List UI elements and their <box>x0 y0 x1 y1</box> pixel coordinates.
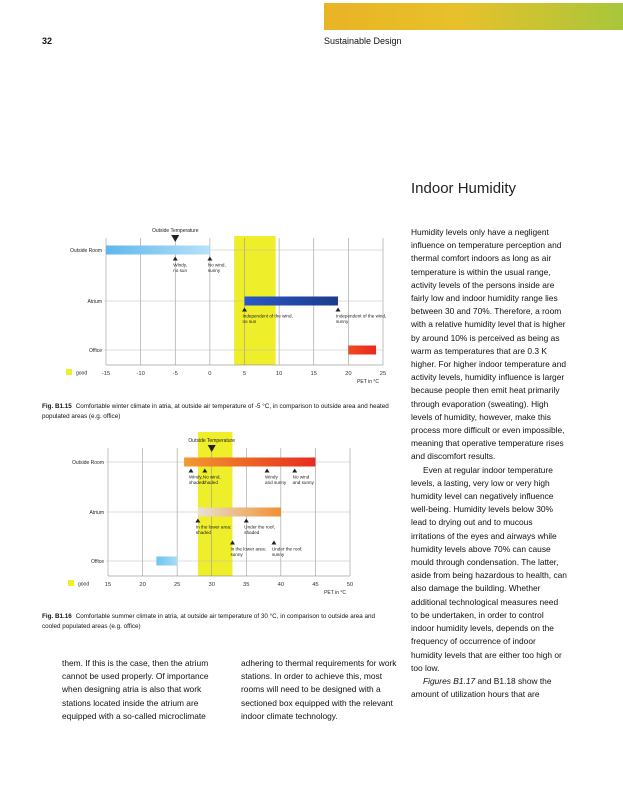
tick-label: -15 <box>101 371 111 377</box>
section-title: Indoor Humidity <box>411 180 517 197</box>
caption-text: Comfortable summer climate in atria, at outside air temperature of 30 °C, in comparison to outside area and cooled populated areas (e.g. office) <box>42 613 376 630</box>
annotation-text: and sunny <box>265 480 287 485</box>
x-axis-label: PET in °C <box>324 590 346 596</box>
annotation-text: Under the roof, <box>271 546 303 552</box>
paragraph-text: and B1.18 show the amount of utilization hours that are <box>411 675 552 700</box>
tick-label: 45 <box>312 582 319 588</box>
annotation-marker <box>207 257 212 261</box>
tick-label: 20 <box>345 371 352 377</box>
page-number: 32 <box>42 36 53 46</box>
annotation-text: Windy <box>265 474 278 480</box>
annotation-text: shaded <box>244 530 260 535</box>
paragraph <box>411 675 567 701</box>
chart-title: Outside Temperature <box>151 228 199 234</box>
tick-label: 35 <box>243 582 250 588</box>
tick-label: -5 <box>172 371 178 377</box>
bar-office <box>156 557 177 566</box>
row-label: Atrium <box>87 299 102 305</box>
annotation-text: Independent of the wind, <box>242 313 293 319</box>
bar-atrium <box>198 508 281 517</box>
tick-label: 15 <box>104 582 112 588</box>
annotation-text: no sun <box>173 268 188 273</box>
legend-label: good <box>76 370 88 377</box>
paragraph: Humidity levels only have a negligent influence on temperature perception and thermal comfort indoors as long as air temperature is within the usual range, activity levels of the persons inside are fairly low and indoor humidity range lies between 30 and 70%. Therefore, a room with a relative humidity level that is higher by around 10% is perceived as being as warm as temperatures that are 0.3 K higher. For higher indoor temperature and activity levels, humidity influence is larger because people then emit heat primarily through evaporation (sweating). High levels of humidity, however, make this process more difficult or even impossible, meaning that operative temperature rises and discomfort results. <box>411 227 567 462</box>
annotation-text: and sunny <box>292 480 314 485</box>
tick-label: -10 <box>136 371 145 377</box>
annotation-text: sunny <box>230 552 243 557</box>
tick-label: 15 <box>310 371 317 377</box>
annotation-text: shaded <box>195 530 211 535</box>
row-label: Office <box>89 348 102 354</box>
legend-swatch <box>68 580 74 586</box>
annotation-text: no sun <box>242 319 257 324</box>
bottom-column-1: them. If this is the case, then the atrium cannot be used properly. Of importance when designing atria is also that work stations located inside the atrium are equipped with a so-called microclimate <box>62 658 209 721</box>
figure-b1-15-caption <box>42 402 392 421</box>
annotation-text: Independent of the wind, <box>335 313 387 319</box>
caption-id: Fig. B1.16 <box>42 613 72 620</box>
bar-office <box>348 346 376 355</box>
row-label: Atrium <box>89 510 104 516</box>
annotation-text: sunny <box>271 552 285 557</box>
right-column-text <box>411 226 567 701</box>
tick-label: 5 <box>242 371 247 377</box>
annotation-marker <box>265 469 270 473</box>
bar-atrium <box>245 297 338 306</box>
annotation-text: shaded <box>188 480 205 485</box>
row-label: Office <box>91 559 104 565</box>
figure-b1-16-caption <box>42 612 392 631</box>
paragraph: Even at regular indoor temperature levels, a lasting, very low or very high humidity level can negatively influence well-being. Humidity levels below 30% lead to drying out and to mucous irritations of the eyes and airways while humidity levels above 70% can cause mould through condensation. The latter, aside from being hazardous to health, can also damage the building. Whether additional technological measures need to be undertaken, in order to control indoor humidity levels, depends on the frequency of occurrence of indoor humidity levels that are either too high or too low. <box>411 464 567 673</box>
annotation-marker <box>173 257 178 261</box>
annotation-text: No wind <box>292 474 310 480</box>
annotation-text: Windy, <box>173 262 187 268</box>
bar-outside-room <box>184 458 315 467</box>
tick-label: 25 <box>379 371 387 377</box>
annotation-marker <box>244 519 249 523</box>
annotation-text: In the lower area: <box>230 546 266 552</box>
header-accent-bar <box>324 3 623 30</box>
annotation-text: In the lower area: <box>195 524 232 530</box>
caption-text: Comfortable winter climate in atria, at outside air temperature of -5 °C, in comparison to outside area and heated populated areas (e.g. office) <box>42 403 389 420</box>
annotation-text: No wind, <box>202 474 221 480</box>
tick-label: 20 <box>139 582 146 588</box>
figure-b1-16-chart <box>40 432 400 604</box>
annotation-marker <box>292 469 297 473</box>
bottom-column-2: adhering to thermal requirements for work stations. In order to achieve this, most rooms will need to be designed with a sectioned box equipped with the relevant indoor climate technology. <box>241 658 397 721</box>
chart-title: Outside Temperature <box>188 438 236 444</box>
tick-label: 10 <box>275 371 283 377</box>
row-label: Outside Room <box>72 460 104 466</box>
annotation-text: sunny <box>207 268 221 273</box>
legend-label: good <box>78 581 90 588</box>
figure-b1-15-chart <box>40 220 400 390</box>
tick-label: 0 <box>208 371 212 377</box>
bar-outside-room <box>106 246 210 255</box>
outside-temperature-marker <box>171 235 179 242</box>
tick-label: 50 <box>346 582 354 588</box>
tick-label: 30 <box>208 582 215 588</box>
annotation-text: shaded <box>202 480 218 485</box>
annotation-text: Windy, <box>188 474 203 480</box>
tick-label: 40 <box>277 582 285 588</box>
row-label: Outside Room <box>70 248 102 254</box>
legend-swatch <box>66 369 72 375</box>
annotation-text: sunny <box>335 319 349 324</box>
tick-label: 25 <box>173 582 181 588</box>
annotation-text: Under the roof, <box>244 524 275 530</box>
x-axis-label: PET in °C <box>357 379 379 385</box>
annotation-text: No wind, <box>207 262 226 268</box>
figure-reference: Figures B1.17 <box>423 675 476 686</box>
running-title: Sustainable Design <box>324 36 402 46</box>
annotation-marker <box>188 469 193 473</box>
annotation-marker <box>335 308 340 312</box>
caption-id: Fig. B1.15 <box>42 403 72 410</box>
annotation-marker <box>271 541 276 545</box>
